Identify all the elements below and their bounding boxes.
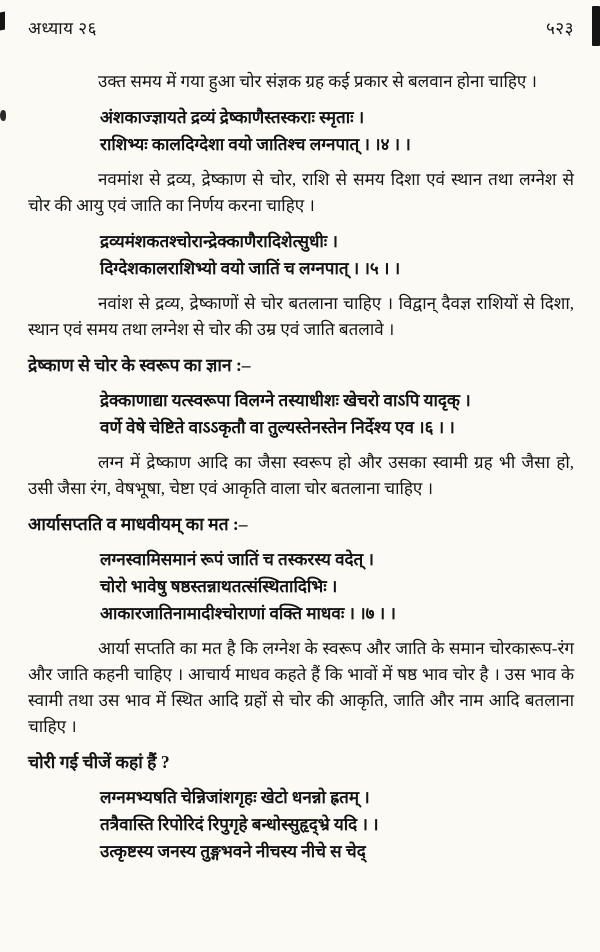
verse bbox=[100, 228, 574, 282]
verse bbox=[100, 387, 574, 441]
verse-line: लग्नमभ्यषति चेन्निजांशगृहः खेटो धनन्नो ह्रतम् । bbox=[100, 788, 370, 807]
section-heading: द्रेष्काण से चोर के स्वरूप का ज्ञान :– bbox=[28, 355, 251, 375]
paragraph: नवांश से द्रव्य, द्रेष्काणों से चोर बतलाना चाहिए । विद्वान् दैवज्ञ राशियों से दिशा, स्थान एवं समय तथा लग्नेश से चोर की उम्र एवं जाति बतलावे । bbox=[28, 294, 574, 339]
verse-line: दिग्देशकालराशिभ्यो वयो जातिं च लग्नपात् । ।५ । । bbox=[100, 259, 401, 278]
verse-line: द्रव्यमंशकतश्चोरान्द्रेक्काणैरादिशेत्सुधीः । bbox=[100, 232, 338, 251]
verse bbox=[100, 104, 574, 158]
page-number: ५२३ bbox=[545, 19, 574, 38]
verse bbox=[100, 546, 574, 627]
verse-line: द्रेक्काणाद्या यत्स्वरूपा विलग्ने तस्याधीशः खेचरो वाऽपि यादृक् । bbox=[100, 391, 471, 410]
section-heading: चोरी गई चीजें कहां हैं ? bbox=[28, 752, 170, 772]
section-heading: आर्यासप्तति व माधवीयम् का मत :– bbox=[28, 514, 248, 534]
verse-line: अंशकाज्ज्ञायते द्रव्यं द्रेष्काणैस्तस्कराः स्मृताः । bbox=[100, 108, 365, 127]
page-header bbox=[28, 16, 574, 39]
paragraph: लग्न में द्रेष्काण आदि का जैसा स्वरूप हो और उसका स्वामी ग्रह भी जैसा हो, उसी जैसा रंग, वेषभूषा, चेष्टा एवं आकृति वाला चोर बतलाना चाहिए । bbox=[28, 453, 574, 498]
scan-artifact-left-edge bbox=[0, 110, 6, 121]
paragraph: नवमांश से द्रव्य, द्रेष्काण से चोर, राशि से समय दिशा एवं स्थान तथा लग्नेश से चोर की आयु एवं जाति का निर्णय करना चाहिए । bbox=[28, 170, 574, 215]
scan-artifact-top-right bbox=[592, 6, 600, 46]
verse-line: लग्नस्वामिसमानं रूपं जातिं च तस्करस्य वदेत् । bbox=[100, 550, 374, 569]
scan-artifact-top-left bbox=[0, 11, 5, 30]
chapter-heading: अध्याय २६ bbox=[28, 19, 97, 38]
paragraph: आर्या सप्तति का मत है कि लग्नेश के स्वरूप और जाति के समान चोरकारूप-रंग और जाति कहनी चाहिए । आचार्य माधव कहते हैं कि भावों में षष्ठ भाव चोर है । उस भाव के स्वामी तथा उस भाव में स्थित आदि ग्रहों से चोर की आकृति, जाति और नाम आदि बतलाना चाहिए । bbox=[28, 639, 574, 736]
verse-line: आकारजातिनामादीश्चोराणां वक्ति माधवः । ।७ । । bbox=[100, 604, 396, 623]
verse-line: उत्कृष्टस्य जनस्य तुङ्गभवने नीचस्य नीचे स चेद् bbox=[100, 842, 366, 861]
verse-line: तत्रैवास्ति रिपोरिदं रिपुगृहे बन्धोस्सुहृद्भ्रे यदि । । bbox=[100, 815, 379, 834]
verse-line: चोरो भावेषु षष्ठस्तन्नाथतत्संस्थितादिभिः । bbox=[100, 577, 338, 596]
verse-line: वर्णे वेषे चेष्टिते वाऽऽकृतौ वा तुल्यस्तेनस्तेन निर्देश्य एव ।६ । । bbox=[100, 418, 455, 437]
verse bbox=[100, 784, 574, 865]
paragraph: उक्त समय में गया हुआ चोर संज्ञक ग्रह कई प्रकार से बलवान होना चाहिए । bbox=[98, 72, 537, 91]
verse-line: राशिभ्यः कालदिग्देशा वयो जातिश्च लग्नपात् । ।४ । । bbox=[100, 135, 411, 154]
